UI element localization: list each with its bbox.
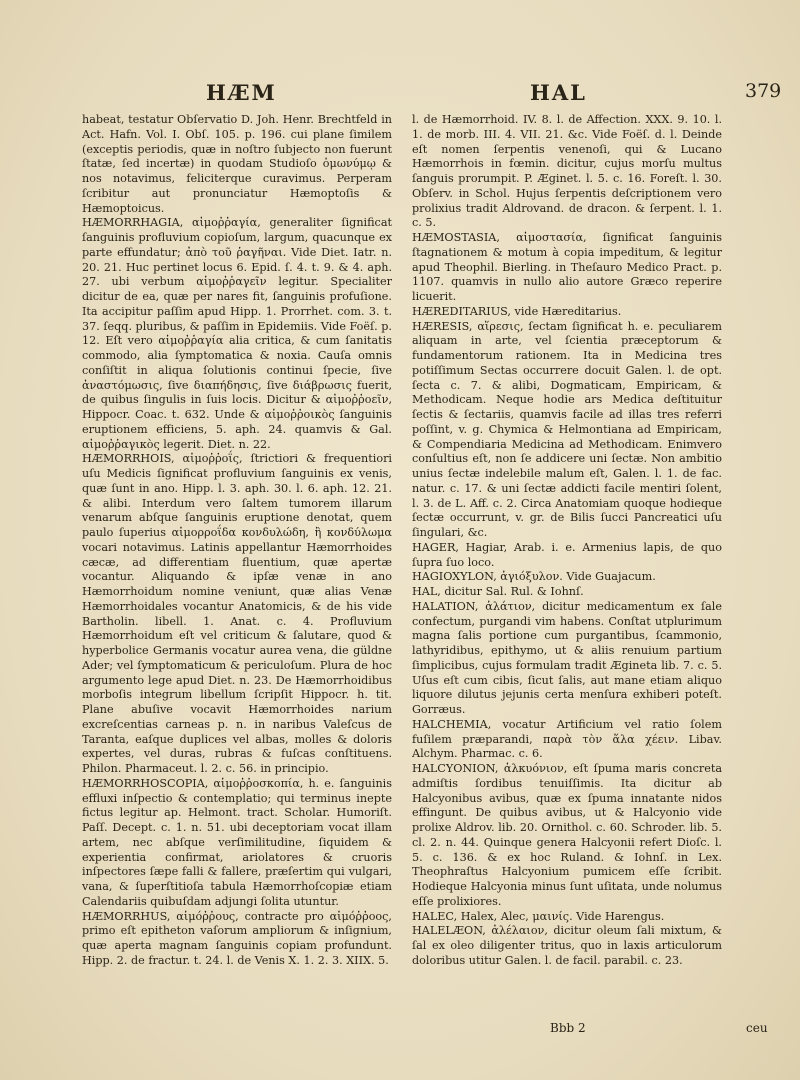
right-column xyxy=(412,113,722,969)
page-number: 379 xyxy=(745,80,782,102)
paragraph: HÆMOSTASIA, αἱμοστασία, ſignificat ſanguinis ſtagnationem & motum à copia impeditum, & legitur apud Theophil. Bierling. in Theſauro Medico Pract. p. 1107. quamvis in nullo alio autore Græco reperire licuerit. xyxy=(412,231,722,303)
signature-mark: Bbb 2 xyxy=(550,1021,586,1035)
left-column xyxy=(82,113,392,969)
running-head-right: HAL xyxy=(530,80,587,105)
paragraph: HAL, dicitur Sal. Rul. & Iohnſ. xyxy=(412,585,584,598)
paragraph: HAGIOXYLON, ἁγιόξυλον. Vide Guajacum. xyxy=(412,570,656,584)
paragraph: HÆREDITARIUS, vide Hæreditarius. xyxy=(412,304,622,318)
paragraph: HÆMORRHOIS, αἱμοῤῥοΐς, ſtrictiori & frequentiori uſu Medicis ſignificat profluvium ſanguinis ex venis, quæ ſunt in ano. Hipp. l. 3. aph. 30. l. 6. aph. 12. 21. & alibi. Interdum vero ſaltem tumorem illarum venarum abſque ſanguinis eruptione denotat, quem paulo ſuperius αἱμορροΐδα κονδυλώδη, ἢ κονδύλωμα vocari notavimus. Latinis appellantur Hæmorrhoides cæcæ, ad differentiam fluentium, quæ apertæ vocantur. Aliquando & ipſæ venæ in ano Hæmorrhoidum nomine veniunt, quæ alias Venæ Hæmorrhoidales vocantur Anatomicis, & de his vide Bartholin. libell. 1. Anat. c. 4. Profluvium Hæmorrhoidum eſt vel criticum & ſalutare, quod & hyperbolice Germanis vocatur aurea vena, die güldne Ader; vel ſymptomaticum & periculoſum. Plura de hoc argumento lege apud Diet. n. 23. De Hæmorrhoidibus morboſis integrum libellum ſcripſit Hippocr. h. tit. Plane abuſive vocavit Hæmorrhoides narium excreſcentias carneas p. n. in naribus Valeſcus de Taranta, eaſque duplices vel albas, molles & doloris expertes, vel duras, rubras & fuſcas conſtituens. Philon. Pharmaceut. l. 2. c. 56. in principio. xyxy=(82,452,392,775)
running-head-left: HÆM xyxy=(206,80,277,105)
catchword: ceu xyxy=(746,1021,768,1035)
paragraph: HALEC, Halex, Alec, μαινίς. Vide Harengus. xyxy=(412,909,665,923)
paragraph: HÆMORRHAGIA, αἱμοῤῥαγία, generaliter ſignificat ſanguinis profluvium copioſum, largum, quacunque ex parte effundatur; ἀπὸ τοῦ ῥαγῆναι. Vide Diet. Iatr. n. 20. 21. Huc pertinet locus 6. Epid. ſ. 4. t. 9. & 4. aph. 27. ubi verbum αἱμοῤῥαγεῖν legitur. Specialiter dicitur de ea, quæ per nares fit, ſanguinis profuſione. Ita accipitur paſſim apud Hipp. 1. Prorrhet. com. 3. t. 37. ſeqq. pluribus, & paſſim in Epidemiis. Vide Foëſ. p. 12. Eſt vero αἱμοῤῥαγία alia critica, & cum ſanitatis commodo, alia ſymptomatica & noxia. Cauſa omnis conſiſtit in aliqua ſolutionis continui ſpecie, ſive ἀναστόμωσις, ſive διαπήδησις, ſive διάβρωσις fuerit, de quibus ſingulis in ſuis locis. Dicitur & αἱμοῤῥοεῖν, Hippocr. Coac. t. 632. Unde & αἱμοῤῥοικὸς ſanguinis eruptionem efficiens, 5. aph. 24. quamvis & Gal. αἱμοῤῥαγικὸς legerit. Diet. n. 22. xyxy=(82,216,392,451)
paragraph: HALCHEMIA, vocatur Artificium vel ratio ſolem fuſilem præparandi, παρὰ τὸν ἅλα χέειν. Libav. Alchym. Pharmac. c. 6. xyxy=(412,717,722,761)
paragraph: HÆMORRHOSCOPIA, αἱμοῤῥοσκοπία, h. e. ſanguinis effluxi inſpectio & contemplatio; qui terminus inepte fictus legitur ap. Helmont. tract. Scholar. Humoriſt. Paſſ. Decept. c. 1. n. 51. ubi deceptoriam vocat illam artem, nec abſque verſimilitudine, ſiquidem & experientia confirmat, ariolatores & cruoris inſpectores ſæpe falli & fallere, præſertim qui vulgari, vana, & ſuperſtitioſa tabula Hæmorrhoſcopiæ etiam Calendariis quibuſdam adjungi ſolita utuntur. xyxy=(82,776,392,908)
paragraph: HALELÆON, ἁλέλαιον, dicitur oleum ſali mixtum, & ſal ex oleo diligenter tritus, quo in laxis articulorum doloribus utitur Galen. l. de facil. parabil. c. 23. xyxy=(412,924,722,967)
paragraph: HAGER, Hagiar, Arab. i. e. Armenius lapis, de quo ſupra ſuo loco. xyxy=(412,540,722,569)
paragraph: HALCYONION, ἁλκυόνιον, eſt ſpuma maris concreta admiſtis ſordibus tenuiſſimis. Ita dicitur ab Halcyonibus avibus, quæ ex ſpuma innatante nidos effingunt. De quibus avibus, ut & Halcyonio vide prolixe Aldrov. lib. 20. Ornithol. c. 60. Schroder. lib. 5. cl. 2. n. 44. Quinque genera Halcyonii refert Dioſc. l. 5. c. 136. & ex hoc Ruland. & Iohnſ. in Lex. Theophraſtus Halcyonium pumicem eſſe ſcribit. Hodieque Halcyonia minus ſunt uſitata, unde nolumus eſſe prolixiores. xyxy=(412,762,722,908)
paragraph: l. de Hæmorrhoid. IV. 8. l. de Affection. XXX. 9. 10. l. 1. de morb. III. 4. VII. 21. &c. Vide Foëſ. d. l. Deinde eſt nomen ſerpentis venenoſi, qui & Lucano Hæmorrhois in fœmin. dicitur, cujus morſu multus ſanguis prorumpit. P. Æginet. l. 5. c. 16. Foreſt. l. 30. Obſerv. in Schol. Hujus ſerpentis deſcriptionem vero prolixius tradit Aldrovand. de dracon. & ſerpent. l. 1. c. 5. xyxy=(412,113,722,230)
paragraph: HÆRESIS, αἵρεσις, ſectam ſignificat h. e. peculiarem aliquam in arte, vel ſcientia præceptorum & fundamentorum rationem. Ita in Medicina tres potiſſimum Sectas occurrere docuit Galen. l. de opt. ſecta c. 7. & alibi, Dogmaticam, Empiricam, & Methodicam. Neque hodie ars Medica deſtituitur ſectis & ſectariis, quamvis facile ad illas tres referri poſſint, v. g. Chymica & Helmontiana ad Empiricam, & Compendiaria Medicina ad Methodicam. Enimvero conſultius eſt, non ſe addicere uni ſectæ. Non ambitio unius ſectæ indelebile malum eſt, Galen. l. 1. de fac. natur. c. 17. & uni ſectæ addicti facile mentiri ſolent, l. 3. de L. Aff. c. 2. Circa Anatomiam quoque hodieque ſectæ occurrunt, v. gr. de Bilis ſucci Pancreatici uſu ſingulari, &c. xyxy=(412,319,722,539)
paragraph: HÆMORRHUS, αἱμόῤῥους, contracte pro αἱμόῤῥοος, primo eſt epitheton vaſorum ampliorum & inſignium, quæ aperta magnam ſanguinis copiam profundunt. Hipp. 2. de fractur. t. 24. l. de Venis X. 1. 2. 3. XIIX. 5. xyxy=(82,909,392,967)
paragraph: HALATION, ἁλάτιον, dicitur medicamentum ex ſale confectum, purgandi vim habens. Conſtat utplurimum magna ſalis portione cum purgantibus, ſcammonio, lathyridibus, epithymo, ut & aliis renuium partium ſimplicibus, cujus formulam tradit Ægineta lib. 7. c. 5. Uſus eſt cum cibis, ſicut ſalis, aut mane etiam aliquo liquore dilutus jejunis certa menſura exhiberi poteſt. Gorræus. xyxy=(412,599,722,716)
paragraph: habeat, testatur Obſervatio D. Joh. Henr. Brechtfeld in Act. Hafn. Vol. I. Obſ. 105. p. 196. cui plane ſimilem (exceptis periodis, quæ in noſtro ſubjecto non fuerunt ſtatæ, ſed incertæ) in quodam Studioſo ὁμωνύμῳ & nos notavimus, feliciterque curavimus. Perperam ſcribitur aut pronunciatur Hæmoptoſis & Hæmoptoicus. xyxy=(82,113,392,215)
